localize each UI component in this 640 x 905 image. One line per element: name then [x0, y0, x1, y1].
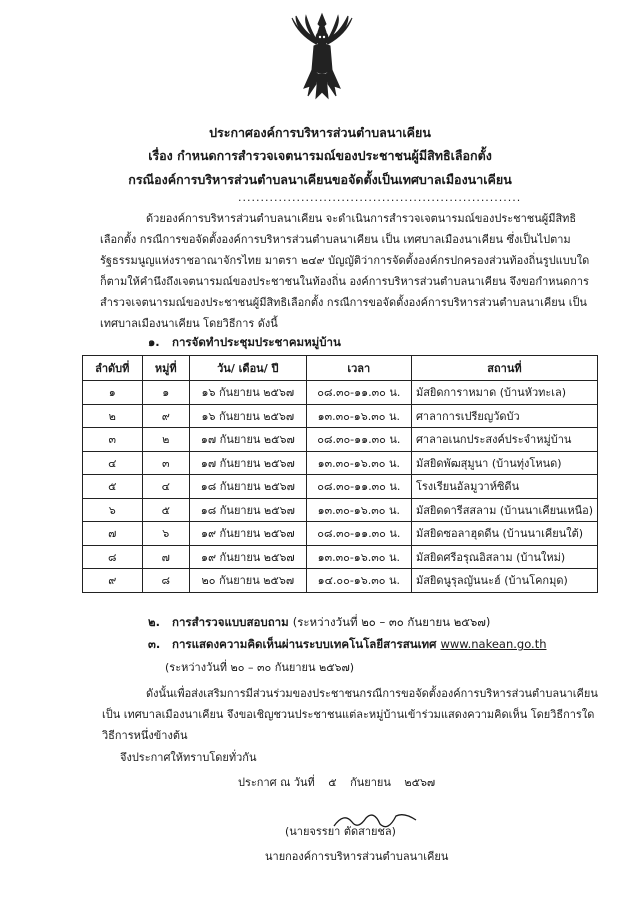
cell-date: ๑๖ กันยายน ๒๕๖๗ [189, 381, 306, 405]
cell-village: ๑ [142, 381, 189, 405]
cell-date: ๑๙ กันยายน ๒๕๖๗ [189, 522, 306, 546]
cell-time: ๐๘.๓๐-๑๑.๓๐ น. [306, 381, 411, 405]
closing-line: เป็น เทศบาลเมืองนาเคียน จึงขอเชิญชวนประชาชนแต่ละหมู่บ้านเข้าร่วมแสดงความคิดเห็น โดยวิธีการใด [102, 708, 595, 721]
cell-date: ๑๖ กันยายน ๒๕๖๗ [189, 404, 306, 428]
cell-order: ๔ [83, 451, 143, 475]
cell-order: ๕ [83, 475, 143, 499]
announcement-date [238, 773, 445, 791]
section-3-date-range: (ระหว่างวันที่ ๒๐ – ๓๐ กันยายน ๒๕๖๗) [165, 661, 355, 674]
intro-line: ก็ตามให้คำนึงถึงเจตนารมณ์ของประชาชนในท้องถิ่น องค์การบริหารส่วนตำบลนาเคียน จึงขอกำหนดการ [100, 275, 589, 288]
section-title: การสำรวจแบบสอบถาม [172, 615, 289, 629]
cell-venue: มัสยิดศรีอรุณอิสลาม (บ้านใหม่) [411, 545, 597, 569]
cell-venue: ศาลาอเนกประสงค์ประจำหมู่บ้าน [411, 428, 597, 452]
cell-time: ๐๘.๓๐-๑๑.๓๐ น. [306, 428, 411, 452]
announcement-subject: เรื่อง กำหนดการสำรวจเจตนารมณ์ของประชาชนผู้มีสิทธิเลือกตั้ง [148, 148, 492, 163]
intro-line: เลือกตั้ง กรณีการขอจัดตั้งองค์การบริหารส่วนตำบลนาเคียน เป็น เทศบาลเมืองนาเคียน ซึ่งเป็นไปตาม [100, 233, 571, 246]
announcement-subject-line2: กรณีองค์การบริหารส่วนตำบลนาเคียนขอจัดตั้งเป็นเทศบาลเมืองนาเคียน [128, 172, 512, 187]
table-row [83, 569, 598, 593]
cell-time: ๐๘.๓๐-๑๑.๓๐ น. [306, 475, 411, 499]
section-number: ๑. [148, 335, 160, 349]
table-header-row [83, 356, 598, 381]
cell-date: ๑๙ กันยายน ๒๕๖๗ [189, 545, 306, 569]
cell-order: ๑ [83, 381, 143, 405]
announcement-title: ประกาศองค์การบริหารส่วนตำบลนาเคียน [209, 125, 431, 140]
date-prefix: ประกาศ ณ วันที่ [238, 776, 315, 789]
cell-village: ๒ [142, 428, 189, 452]
section-2-heading [148, 614, 490, 632]
meeting-schedule-table [82, 355, 598, 593]
table-row [83, 404, 598, 428]
cell-date: ๑๗ กันยายน ๒๕๖๗ [189, 428, 306, 452]
cell-time: ๑๓.๓๐-๑๖.๓๐ น. [306, 404, 411, 428]
header-divider: ............................................................... [238, 191, 522, 204]
closing-line: วิธีการหนึ่งข้างต้น [102, 729, 188, 742]
section-title: การแสดงความคิดเห็นผ่านระบบเทคโนโลยีสารสนเทศ [172, 637, 437, 651]
section-3-heading [148, 636, 547, 654]
table-row [83, 428, 598, 452]
cell-venue: มัสยิดซอลาฮุดดีน (บ้านนาเคียนใต้) [411, 522, 597, 546]
cell-time: ๐๘.๓๐-๑๑.๓๐ น. [306, 522, 411, 546]
cell-order: ๓ [83, 428, 143, 452]
section-1-heading [148, 334, 341, 352]
closing-line: ดังนั้นเพื่อส่งเสริมการมีส่วนร่วมของประชาชนกรณีการขอจัดตั้งองค์การบริหารส่วนตำบลนาเคียน [146, 687, 598, 700]
table-row [83, 498, 598, 522]
cell-village: ๖ [142, 522, 189, 546]
date-year: ๒๕๖๗ [404, 776, 436, 789]
date-day: ๕ [328, 776, 337, 789]
table-row [83, 522, 598, 546]
intro-paragraph [100, 208, 590, 334]
signer-name: (นายจรรยา ตัดสายชล) [285, 825, 396, 838]
column-header: ลำดับที่ [83, 356, 143, 381]
cell-order: ๙ [83, 569, 143, 593]
cell-village: ๗ [142, 545, 189, 569]
cell-venue: โรงเรียนอัลมูวาห์ซิดีน [411, 475, 597, 499]
cell-time: ๑๓.๓๐-๑๖.๓๐ น. [306, 451, 411, 475]
cell-village: ๘ [142, 569, 189, 593]
cell-venue: มัสยิดนูรุลญันนะฮ์ (บ้านโคกมุด) [411, 569, 597, 593]
cell-venue: มัสยิดดารีสสลาม (บ้านนาเคียนเหนือ) [411, 498, 597, 522]
table-row [83, 475, 598, 499]
cell-venue: มัสยิดการาหมาด (บ้านหัวทะเล) [411, 381, 597, 405]
column-header: หมู่ที่ [142, 356, 189, 381]
intro-line: สำรวจเจตนารมณ์ของประชาชนผู้มีสิทธิเลือกตั้ง กรณีการขอจัดตั้งองค์การบริหารส่วนตำบลนาเคียน เป็น [100, 296, 587, 309]
section-date-range: (ระหว่างวันที่ ๒๐ – ๓๐ กันยายน ๒๕๖๗) [292, 615, 491, 629]
cell-venue: มัสยิดพัฒสุมูนา (บ้านทุ่งโหนด) [411, 451, 597, 475]
cell-date: ๑๘ กันยายน ๒๕๖๗ [189, 475, 306, 499]
garuda-emblem [290, 12, 354, 102]
cell-time: ๑๓.๓๐-๑๖.๓๐ น. [306, 498, 411, 522]
cell-date: ๒๐ กันยายน ๒๕๖๗ [189, 569, 306, 593]
cell-order: ๗ [83, 522, 143, 546]
cell-time: ๑๓.๓๐-๑๖.๓๐ น. [306, 545, 411, 569]
cell-time: ๑๔.๐๐-๑๖.๓๐ น. [306, 569, 411, 593]
cell-order: ๒ [83, 404, 143, 428]
column-header: วัน/ เดือน/ ปี [189, 356, 306, 381]
table-row [83, 451, 598, 475]
cell-order: ๘ [83, 545, 143, 569]
column-header: สถานที่ [411, 356, 597, 381]
cell-venue: ศาลาการเปรียญวัดบัว [411, 404, 597, 428]
cell-village: ๓ [142, 451, 189, 475]
signer-position: นายกองค์การบริหารส่วนตำบลนาเคียน [265, 850, 449, 863]
website-link[interactable]: www.nakean.go.th [440, 637, 547, 651]
cell-village: ๔ [142, 475, 189, 499]
cell-order: ๖ [83, 498, 143, 522]
closing-paragraph [102, 683, 598, 746]
cell-village: ๙ [142, 404, 189, 428]
intro-line: เทศบาลเมืองนาเคียน โดยวิธีการ ดังนี้ [100, 317, 278, 330]
section-number: ๓. [148, 637, 161, 651]
intro-line: ด้วยองค์การบริหารส่วนตำบลนาเคียน จะดำเนินการสำรวจเจตนารมณ์ของประชาชนผู้มีสิทธิ [146, 212, 577, 225]
table-row [83, 545, 598, 569]
intro-line: รัฐธรรมนูญแห่งราชอาณาจักรไทย มาตรา ๒๔๙ บัญญัติว่าการจัดตั้งองค์กรปกครองส่วนท้องถิ่นรูปแบบใด [100, 254, 590, 267]
section-title: การจัดทำประชุมประชาคมหมู่บ้าน [172, 335, 341, 349]
table-row [83, 381, 598, 405]
column-header: เวลา [306, 356, 411, 381]
cell-village: ๕ [142, 498, 189, 522]
cell-date: ๑๘ กันยายน ๒๕๖๗ [189, 498, 306, 522]
announcement-notice: จึงประกาศให้ทราบโดยทั่วกัน [120, 751, 257, 764]
section-number: ๒. [148, 615, 160, 629]
date-month: กันยายน [350, 776, 391, 789]
cell-date: ๑๗ กันยายน ๒๕๖๗ [189, 451, 306, 475]
